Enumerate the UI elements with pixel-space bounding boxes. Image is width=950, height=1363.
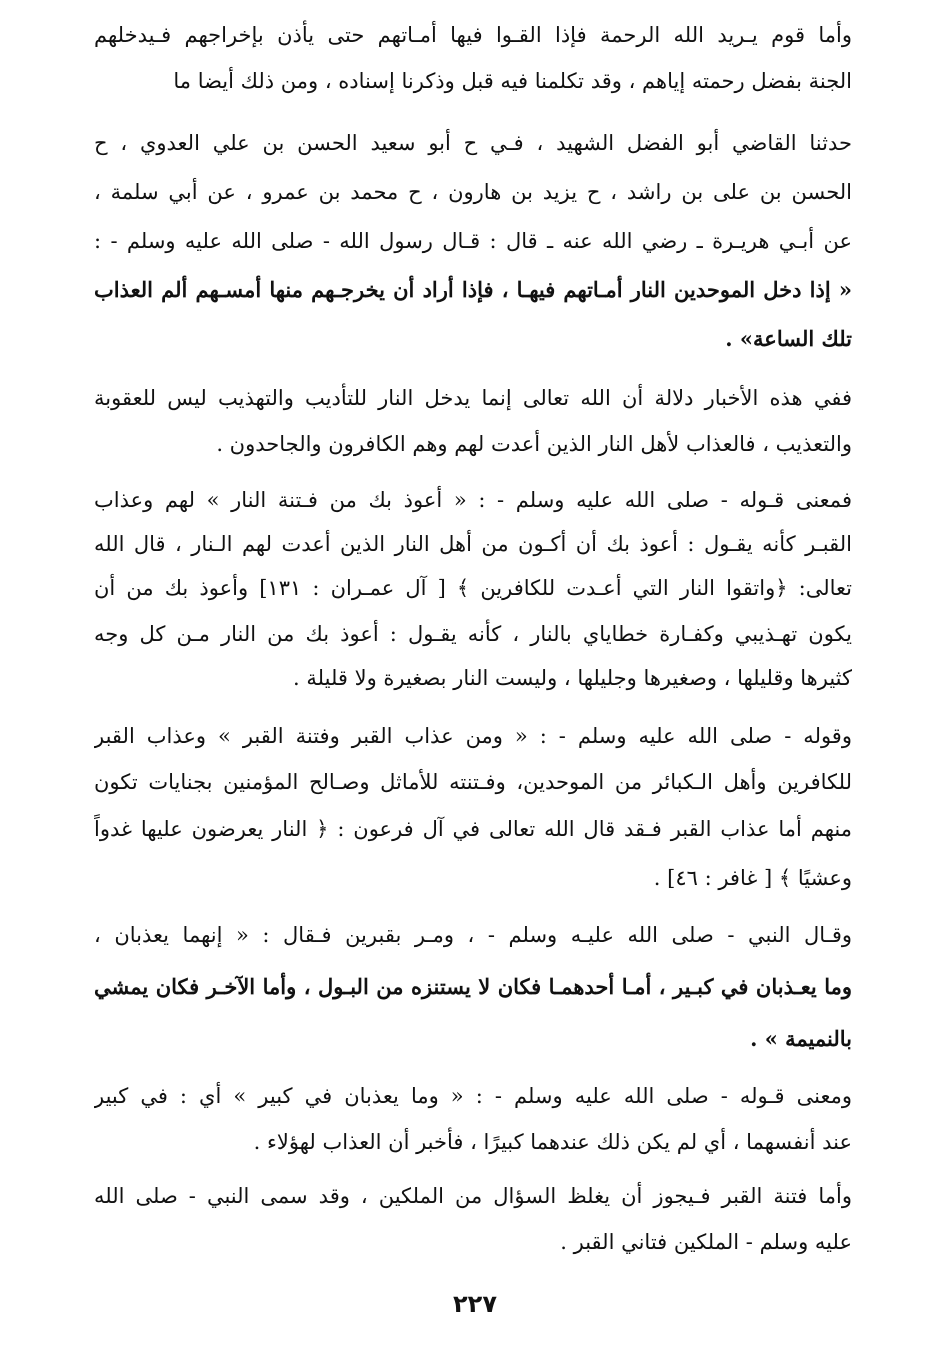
- text-line: وقـال النبي - صلى الله عليـه وسلم - ، ومـر بقبرين فـقال : « إنهما يعذبان ،: [94, 923, 852, 947]
- text-line: ففي هذه الأخبار دلالة أن الله تعالى إنما يدخل النار للتأديب والتهذيب ليس للعقوبة: [94, 386, 852, 410]
- page-number: ٢٢٧: [453, 1290, 497, 1318]
- hadith-text-line: « إذا دخل الموحدين النار أمـاتهم فيهـا ، فإذا أراد أن يخرجـهم منها أمسـهم ألم العذاب: [94, 277, 852, 302]
- hadith-text-line: بالنميمة » .: [750, 1026, 852, 1051]
- text-line: عن أبـي هريـرة ـ رضي الله عنه ـ قال : قـال رسول الله - صلى الله عليه وسلم - :: [94, 229, 852, 253]
- text-line: حدثنا القاضي أبو الفضل الشهيد ، فـي ح أبو سعيد الحسن بن علي العدوي ، ح: [94, 131, 852, 155]
- text-line: للكافرين وأهل الـكبائر من الموحدين، وفـتنته للأماثل وصـالح المؤمنين بجنايات تكون: [94, 770, 852, 794]
- text-line: القبـر كأنه يقـول : أعوذ بك أن أكـون من أهل النار الذين أعدت لهم الـنار ، قال الله: [94, 532, 852, 556]
- text-line: وعشيًا ﴾ [ غافر : ٤٦] .: [653, 866, 852, 890]
- hadith-text-line: وما يعـذبان في كبـير ، أمـا أحدهمـا فكان لا يستنزه من البـول ، وأما الآخـر فكان يمشي: [94, 974, 852, 999]
- text-line: يكون تهـذيبي وكفـارة خطاياي بالنار ، كأنه يقـول : أعوذ بك من النار مـن كل وجه: [94, 622, 852, 646]
- text-line: وأما فتنة القبر فـيجوز أن يغلظ السؤال من الملكين ، وقد سمى النبي - صلى الله: [94, 1184, 852, 1208]
- text-line: الجنة بفضل رحمته إياهم ، وقد تكلمنا فيه قبل وذكرنا إسناده ، ومن ذلك أيضا ما: [173, 69, 852, 93]
- text-line: ومعنى قـوله - صلى الله عليه وسلم - : « وما يعذبان في كبير » أي : في كبير: [94, 1084, 852, 1108]
- text-line: والتعذيب ، فالعذاب لأهل النار الذين أعدت لهم وهم الكافرون والجاحدون .: [216, 432, 852, 456]
- text-line: وقوله - صلى الله عليه وسلم - : « ومن عذاب القبر وفتنة القبر » وعذاب القبر: [94, 724, 852, 748]
- hadith-text-line: تلك الساعة» .: [725, 326, 852, 351]
- text-line: وأما قوم يـريد الله الرحمة فإذا القـوا فيها أمـاتهم حتى يأذن بإخراجهم فـيدخلهم: [94, 23, 852, 47]
- text-line: عند أنفسهما ، أي لم يكن ذلك عندهما كبيرًا ، فأخبر أن العذاب لهؤلاء .: [253, 1130, 852, 1154]
- text-line: فمعنى قـوله - صلى الله عليه وسلم - : « أعوذ بك من فـتنة النار » لهم وعذاب: [94, 488, 852, 512]
- text-line: كثيرها وقليلها ، وصغيرها وجليلها ، وليست النار بصغيرة ولا قليلة .: [293, 666, 852, 690]
- text-line: الحسن بن على بن راشد ، ح يزيد بن هارون ، ح محمد بن عمرو ، عن أبي سلمة ،: [94, 180, 852, 204]
- text-line: منهم أما عذاب القبر فـقد قال الله تعالى في آل فرعون : ﴿ النار يعرضون عليها غدواً: [94, 817, 852, 841]
- text-line: عليه وسلم - الملكين فتاني القبر .: [560, 1230, 852, 1254]
- text-line: تعالى: ﴿واتقوا النار التي أعـدت للكافرين ﴾ [ آل عمـران : ١٣١] وأعوذ بك من أن: [94, 576, 852, 600]
